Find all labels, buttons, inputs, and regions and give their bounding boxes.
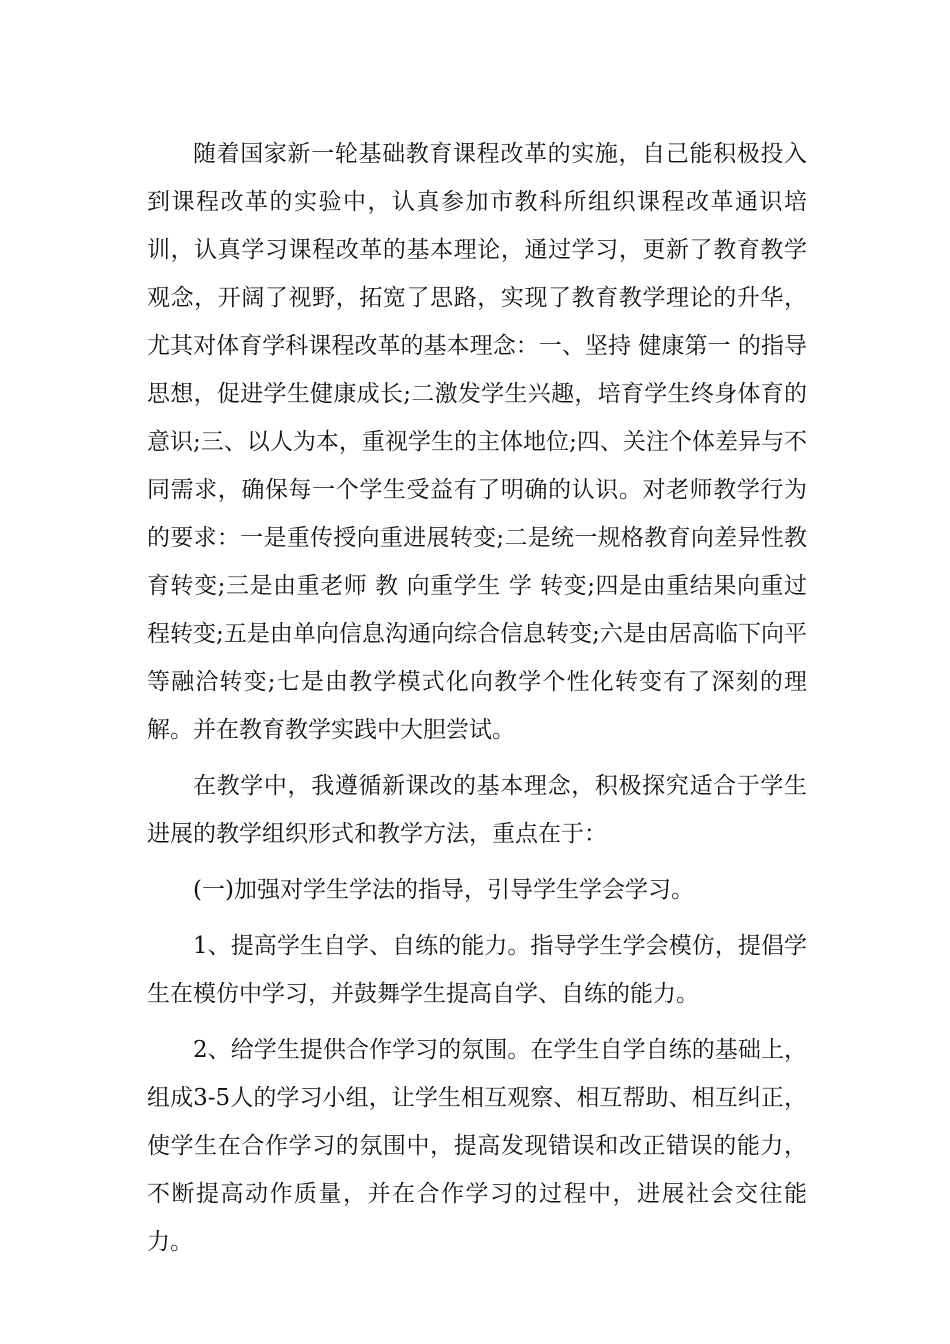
paragraph-section-heading: (一)加强对学生学法的指导，引导学生学会学习。 xyxy=(193,877,694,903)
paragraph-point-2: 2、给学生提供合作学习的氛围。在学生自学自练的基础上，组成3-5人的学习小组，让学生相互观察、相互帮助、相互纠正，使学生在合作学习的氛围中，提高发现错误和改正错误的能力，不断提高动作质量，并在合作学习的过程中，进展社会交往能力。 xyxy=(147,1037,807,1255)
paragraph-point-1: 1、提高学生自学、自练的能力。指导学生学会模仿，提倡学生在模仿中学习，并鼓舞学生提高自学、自练的能力。 xyxy=(147,933,807,1007)
document-body xyxy=(147,130,807,1266)
paragraph-teaching-approach: 在教学中，我遵循新课改的基本理念，积极探究适合于学生进展的教学组织形式和教学方法，重点在于： xyxy=(147,773,807,847)
paragraph-curriculum-reform: 随着国家新一轮基础教育课程改革的实施，自己能积极投入到课程改革的实验中，认真参加市教科所组织课程改革通识培训，认真学习课程改革的基本理论，通过学习，更新了教育教学观念，开阔了视野，拓宽了思路，实现了教育教学理论的升华，尤其对体育学科课程改革的基本理念：一、坚持 健康第一 的指导思想，促进学生健康成长;二激发学生兴趣，培育学生终身体育的意识;三、以人为本，重视学生的主体地位;四、关注个体差异与不同需求，确保每一个学生受益有了明确的认识。对老师教学行为的要求：一是重传授向重进展转变;二是统一规格教育向差异性教育转变;三是由重老师 教 向重学生 学 转变;四是由重结果向重过程转变;五是由单向信息沟通向综合信息转变;六是由居高临下向平等融洽转变;七是由教学模式化向教学个性化转变有了深刻的理解。并在教育教学实践中大胆尝试。 xyxy=(147,141,807,743)
